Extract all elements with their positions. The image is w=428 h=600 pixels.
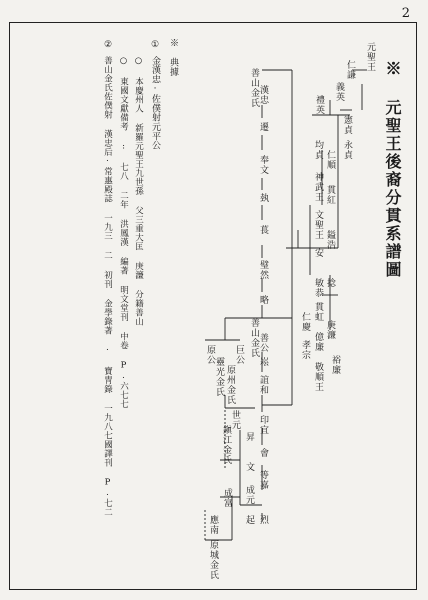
- branch-person-5: 會: [258, 448, 268, 458]
- ancestor-gen1: 仁謙: [345, 60, 355, 80]
- ancestor-gen7a: 仁慶: [300, 312, 310, 332]
- lineage-label: 善山金氏: [249, 68, 259, 108]
- ancestor-gen7c: 敬順王: [313, 362, 323, 392]
- branch-person-2: 崧: [258, 357, 268, 367]
- source-2-marker: ②: [103, 40, 113, 51]
- ancestor-gen7b: 孝宗: [300, 340, 310, 360]
- ancestor-gen4: 憲貞: [342, 115, 352, 135]
- page-number: 2: [401, 6, 410, 21]
- chain-person-6: 璧然: [258, 260, 268, 280]
- side-person-1: 巨公: [234, 345, 244, 365]
- ancestor-gen6a: 均貞: [313, 140, 323, 160]
- branch-person-3: 誼和: [258, 375, 268, 395]
- ancestor-gen6d: 安: [313, 248, 323, 258]
- chain-person-7: 略: [258, 295, 268, 305]
- source-1-line-1: 金漢忠·佐僕射元平公: [150, 56, 160, 150]
- ying-nan-clan: 原城金氏: [208, 540, 218, 580]
- source-1-line-3: ○ 東國文獻備考 : 七八 二年 洪鳳漢 編著 明文堂刊 中卷 P.六七七: [118, 56, 129, 409]
- ancestor-gen6e: 敏恭: [313, 278, 323, 298]
- ancestor-gen5b: 仁順: [325, 150, 335, 170]
- sources-heading: ※ 典據: [168, 38, 178, 77]
- chain-person-3: 奉文: [258, 155, 268, 175]
- ying-nan: 應南: [208, 515, 218, 535]
- lower-person-4: 起: [244, 515, 254, 525]
- source-1-line-2: ○ 本慶州人 新羅元聖王九世孫 父三重大匡 庚濂 分籍善山: [133, 56, 144, 326]
- ancestor-gen5d: 鎰浩: [325, 230, 335, 250]
- shi-yuan: 世元: [230, 410, 240, 430]
- lower-person-3: 成元: [244, 485, 254, 505]
- branch-label: 善山金氏: [249, 318, 259, 358]
- ancestor-gen6f: 貫虹: [313, 302, 323, 322]
- ancestor-root: 元聖王: [365, 42, 375, 72]
- side-person-2-clan: 靈光金氏: [214, 357, 224, 397]
- chain-person-2: 遷: [258, 122, 268, 132]
- ancestor-gen5f: 庚濂: [325, 320, 335, 340]
- lower-person-1: 昇: [244, 432, 254, 442]
- source-2-line-1: 善山金氏佐僕射 漢忠后·常惠殿誌 一九三 二 初刊 金學錄著 · 寶冑錄 一九八七國譯刊 P.七二: [102, 56, 113, 517]
- ancestor-gen6b: 神武王: [313, 172, 323, 202]
- ancestor-gen6g: 億廉: [313, 332, 323, 352]
- cheng-fu: 成富: [222, 488, 232, 508]
- ancestor-gen3: 禮英: [314, 95, 324, 115]
- ancestor-gen6c: 文聖王: [313, 210, 323, 240]
- branch-person-4: 印宜: [258, 415, 268, 435]
- side-person-1-clan: 原州金氏: [225, 365, 235, 405]
- branch-person-6: 等嘉: [258, 470, 268, 490]
- chain-person-4: 埶: [258, 193, 268, 203]
- side-person-2: 原公: [205, 345, 215, 365]
- page-title: ※ 元聖王後裔分貫系譜圖: [383, 60, 402, 279]
- ancestor-gen5a: 永貞: [342, 140, 352, 160]
- chain-person-5: 萇: [258, 225, 268, 235]
- branch-person-1: 善公: [258, 333, 268, 353]
- lower-person-2: 文: [244, 462, 254, 472]
- source-1-marker: ①: [150, 40, 160, 51]
- ancestor-gen5c: 貫紅: [325, 185, 335, 205]
- ancestor-gen5e: 捻: [325, 278, 335, 288]
- chain-person-1: 漢忠: [258, 85, 268, 105]
- ancestor-gen6h: 裕廉: [330, 355, 340, 375]
- shi-yuan-clan: 鎭江金氏: [221, 425, 231, 465]
- branch-person-7: 烈: [258, 515, 268, 525]
- ancestor-gen2: 義英: [334, 82, 344, 102]
